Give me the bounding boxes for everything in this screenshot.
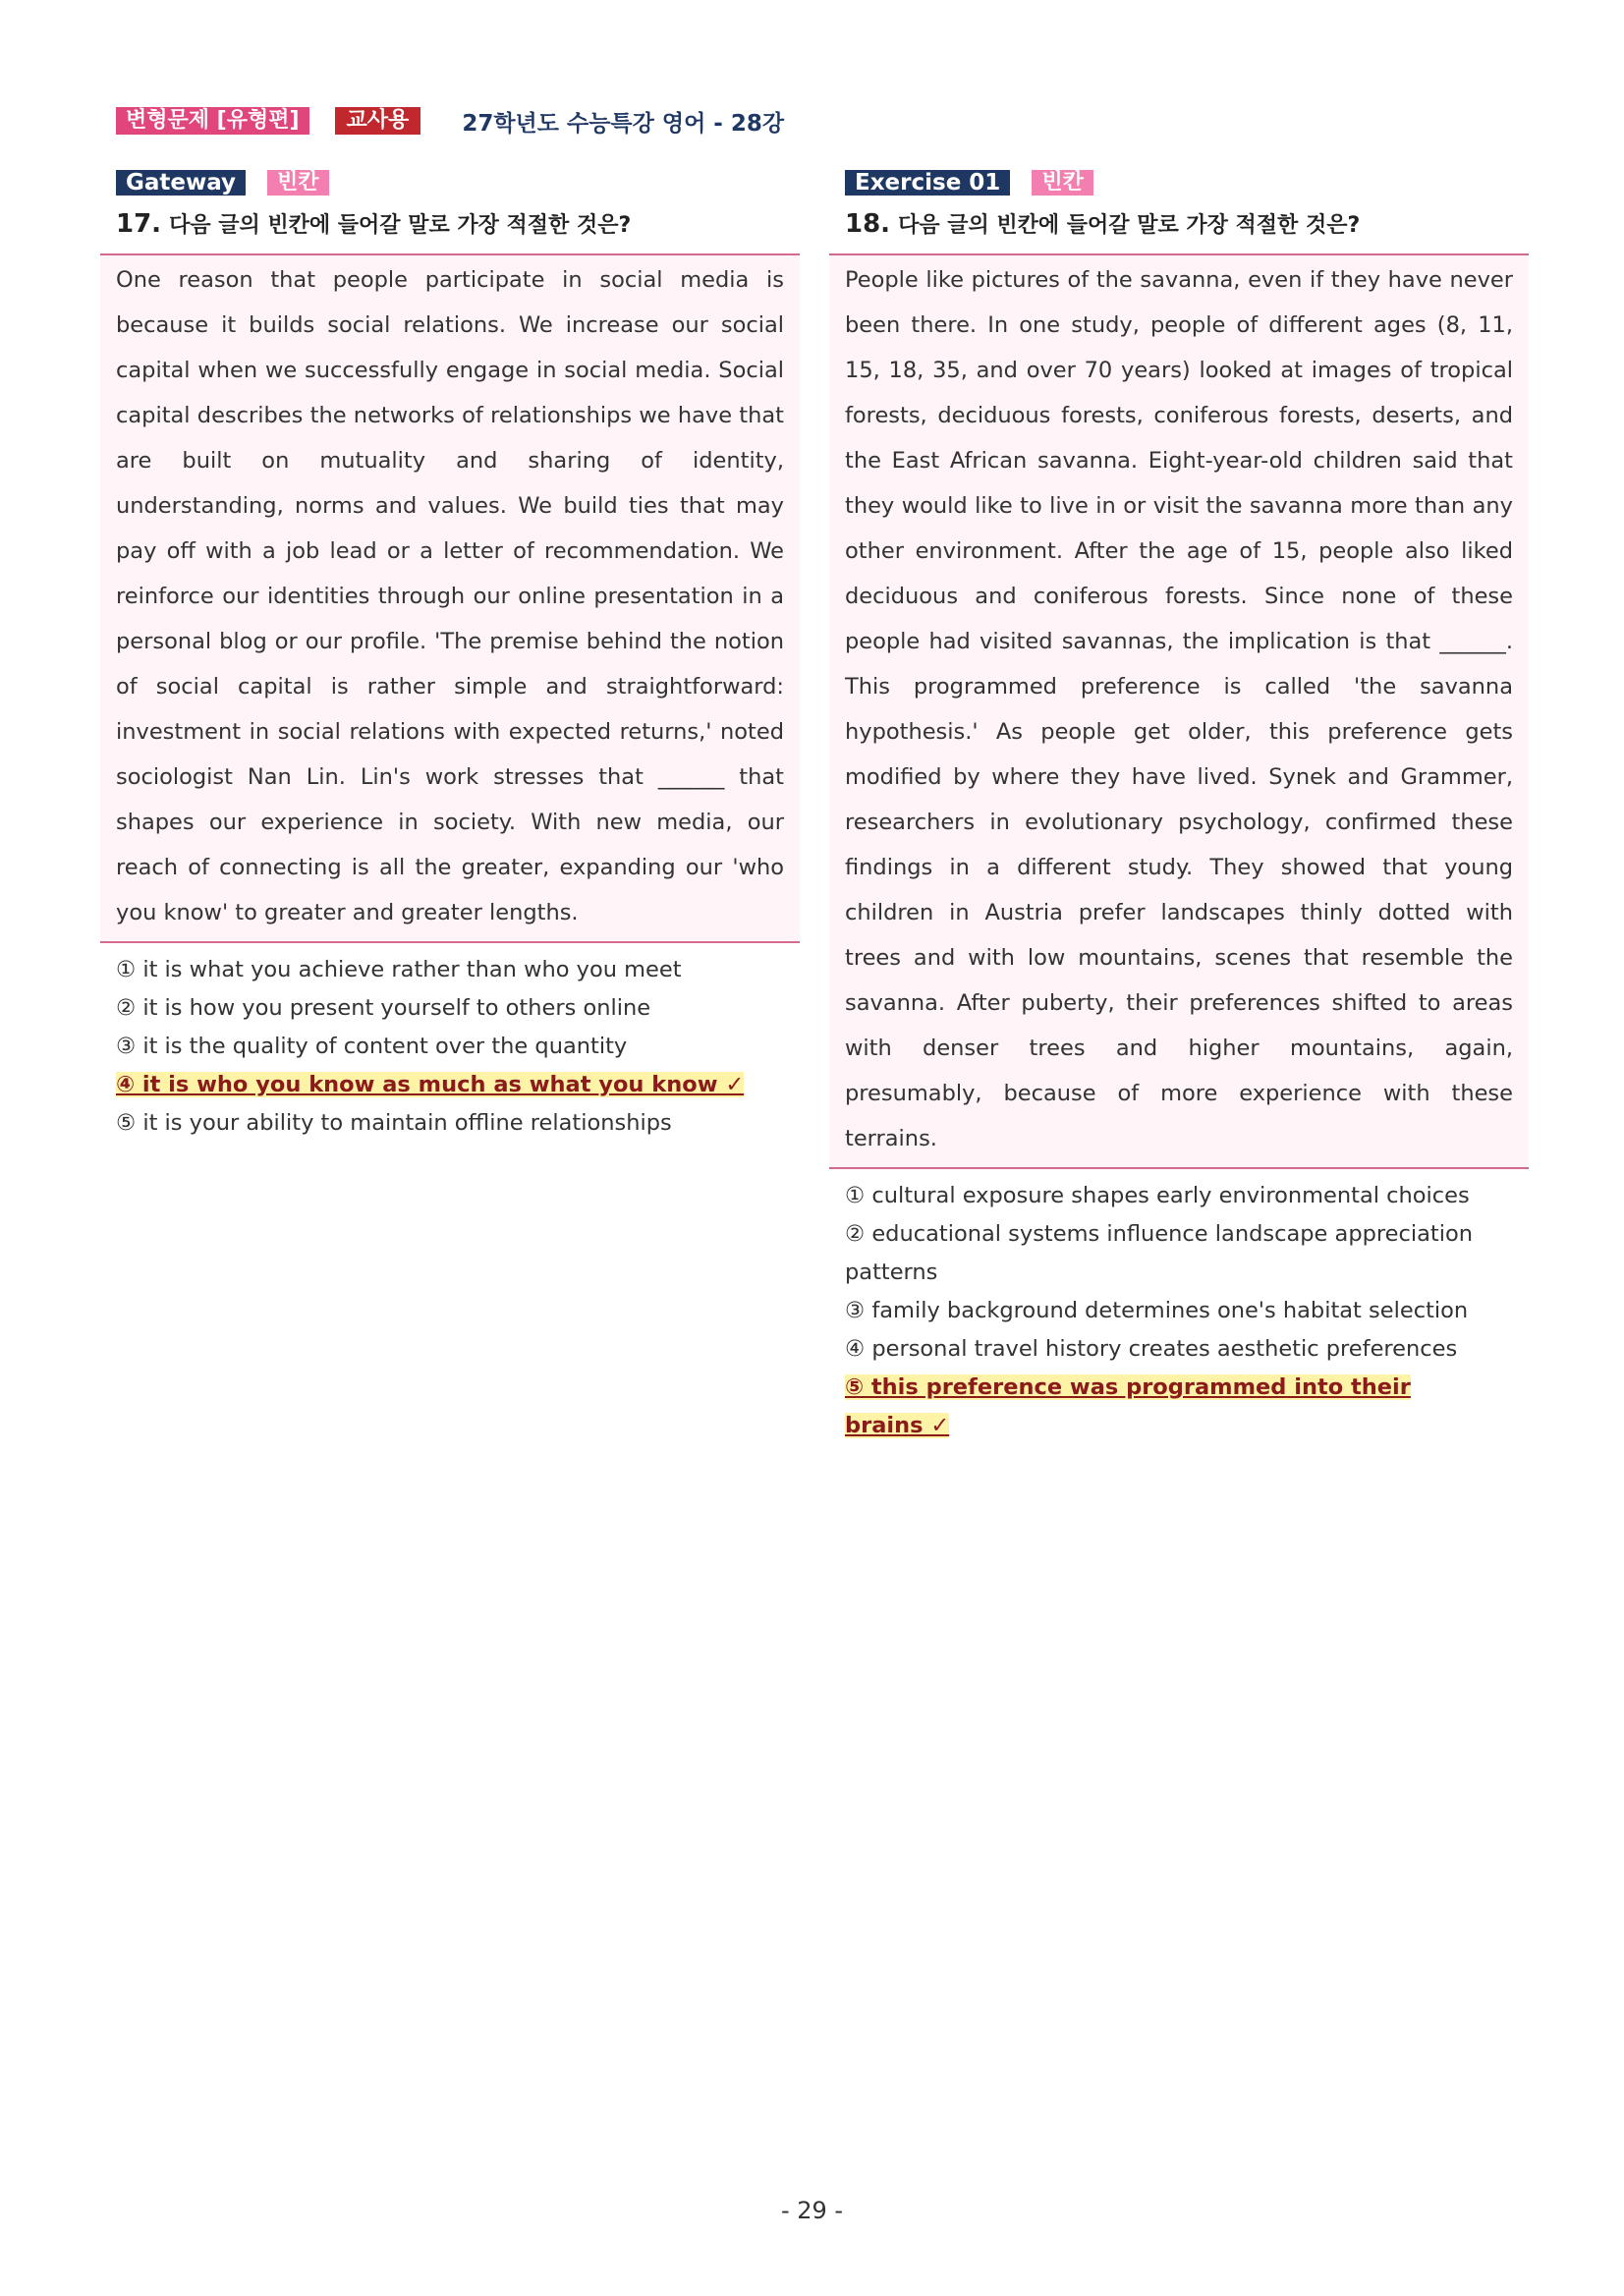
question-heading (116, 206, 800, 242)
question-text: 다음 글의 빈칸에 들어갈 말로 가장 적절한 것은? (898, 213, 1361, 238)
option-3: ③ it is the quality of content over the quantity (116, 1034, 628, 1059)
question-heading (845, 206, 1529, 242)
question-number: 18. (845, 209, 891, 239)
page-header (116, 104, 784, 138)
option-5-correct (845, 1369, 1529, 1445)
option-1: ① cultural exposure shapes early environmental choices (845, 1183, 1470, 1208)
page-number: - 29 - (780, 2197, 844, 2224)
question-labels (845, 169, 1529, 196)
option-2: ② it is how you present yourself to others online (116, 995, 651, 1021)
option-4-correct (116, 1066, 800, 1104)
option-5: ⑤ it is your ability to maintain offline relationships (116, 1110, 672, 1136)
question-labels (116, 169, 800, 196)
passage-box: People like pictures of the savanna, even if they have never been there. In one study, people of different ages (8, 11, 15, 18, 35, and over 70 years) looked at images of tropical forests, deciduous forests, coniferous forests, deserts, and the East African savanna. Eight-year-old children said that they would like to live in or visit the savanna more than any other environment. After the age of 15, people also liked deciduous and coniferous forests. Since none of these people had visited savannas, the implication is that ______. This programmed preference is called 'the savanna hypothesis.' As people get older, this preference gets modified by where they have lived. Synek and Grammer, researchers in evolutionary psychology, confirmed these findings in a different study. They showed that young children in Austria prefer landscapes thinly dotted with trees and with low mountains, scenes that resemble the savanna. After puberty, their preferences shifted to areas with denser trees and higher mountains, again, presumably, because of more experience with these terrains. (829, 253, 1529, 1169)
teacher-tag: 교사용 (335, 107, 421, 135)
question-type-tag: 빈칸 (1032, 170, 1093, 196)
correct-answer-highlight: ⑤ this preference was programmed into their brains ✓ (845, 1374, 1411, 1438)
passage-box: One reason that people participate in social media is because it builds social relations. We increase our social capital when we successfully engage in social media. Social capital describes the networks of relationships we have that are built on mutuality and sharing of identity, understanding, norms and values. We build ties that may pay off with a job lead or a letter of recommendation. We reinforce our identities through our online presentation in a personal blog or our profile. 'The premise behind the notion of social capital is rather simple and straightforward: investment in social relations with expected returns,' noted sociologist Nan Lin. Lin's work stresses that ______ that shapes our experience in society. With new media, our reach of connecting is all the greater, expanding our 'who you know' to greater and greater lengths. (100, 253, 800, 943)
question-number: 17. (116, 209, 162, 239)
option-2: ② educational systems influence landscape appreciation patterns (845, 1221, 1473, 1285)
option-3: ③ family background determines one's habitat selection (845, 1298, 1469, 1323)
correct-answer-highlight: ④ it is who you know as much as what you know ✓ (116, 1072, 745, 1097)
section-label: Gateway (116, 170, 246, 196)
left-column (100, 169, 800, 1143)
option-4: ④ personal travel history creates aesthetic preferences (845, 1336, 1458, 1362)
answer-options (845, 1177, 1529, 1445)
category-tag: 변형문제 [유형편] (116, 107, 309, 135)
answer-options (116, 951, 800, 1143)
document-title: 27학년도 수능특강 영어 - 28강 (462, 110, 785, 137)
section-label: Exercise 01 (845, 170, 1010, 196)
option-1: ① it is what you achieve rather than who you meet (116, 957, 682, 982)
right-column (829, 169, 1529, 1445)
question-text: 다음 글의 빈칸에 들어갈 말로 가장 적절한 것은? (169, 213, 632, 238)
question-type-tag: 빈칸 (267, 170, 329, 196)
